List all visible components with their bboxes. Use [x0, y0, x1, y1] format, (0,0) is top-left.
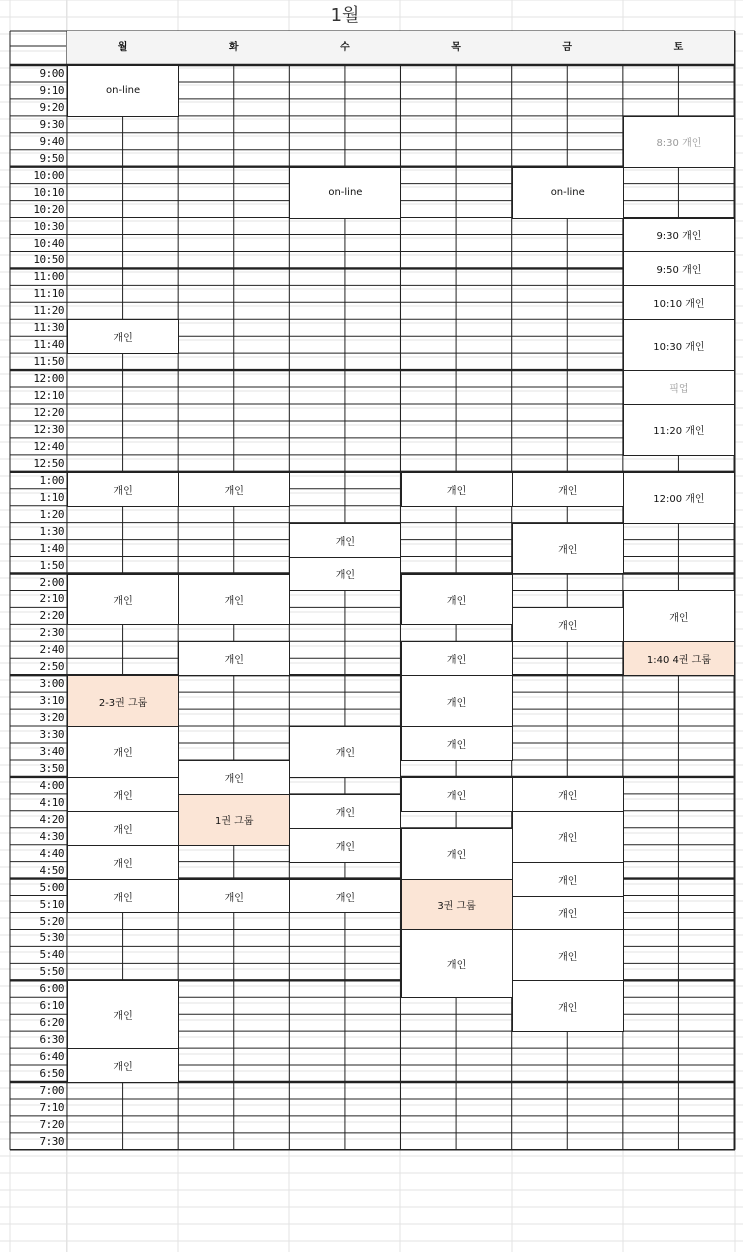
appointment-label: 개인	[335, 841, 356, 853]
time-label: 11:40	[33, 338, 64, 352]
appointment-label: 9:50 개인	[656, 265, 702, 277]
day-header: 화	[228, 42, 239, 53]
appointment-label: 8:30 개인	[656, 138, 702, 150]
time-label: 3:20	[39, 711, 64, 725]
time-label: 5:40	[39, 948, 64, 962]
time-label: 7:20	[39, 1117, 64, 1131]
appointment-cell[interactable]	[67, 879, 179, 914]
appointment-label: 10:30 개인	[653, 341, 705, 353]
time-label: 2:10	[39, 592, 64, 606]
time-label: 10:10	[33, 185, 64, 199]
time-label: 2:20	[39, 609, 64, 623]
time-label: 12:50	[33, 456, 64, 470]
appointment-label: 12:00 개인	[653, 494, 705, 506]
time-label: 10:40	[33, 236, 64, 250]
appointment-cell[interactable]	[67, 980, 179, 1049]
time-label: 6:50	[39, 1067, 64, 1081]
appointment-label: 개인	[224, 773, 244, 785]
appointment-label: 개인	[335, 570, 356, 582]
appointment-label: 개인	[113, 485, 133, 497]
time-label: 12:40	[33, 439, 64, 453]
time-label: 6:00	[39, 982, 64, 996]
appointment-label: 1:40 4권 그룹	[646, 655, 711, 667]
appointment-label: 개인	[558, 485, 578, 497]
time-label: 9:10	[39, 83, 64, 97]
time-label: 12:30	[33, 422, 64, 436]
appointment-label: 개인	[224, 655, 244, 667]
time-label: 5:10	[39, 897, 64, 911]
time-label: 4:10	[39, 795, 64, 809]
time-label: 1:40	[39, 541, 64, 555]
time-label: 2:30	[39, 626, 64, 640]
appointment-label: 개인	[446, 697, 467, 709]
appointment-label: 개인	[446, 655, 467, 667]
day-header: 토	[673, 42, 684, 53]
time-label: 4:20	[39, 812, 64, 826]
appointment-cell[interactable]	[512, 472, 624, 507]
appointment-cell[interactable]	[67, 319, 179, 354]
appointment-cell[interactable]	[623, 404, 735, 456]
appointment-cell[interactable]	[178, 641, 290, 676]
appointment-cell[interactable]	[623, 370, 735, 405]
appointment-label: 9:30 개인	[656, 231, 702, 243]
appointment-label: on-line	[106, 85, 141, 97]
time-label: 11:30	[33, 321, 64, 335]
appointment-label: 개인	[113, 1011, 133, 1023]
time-label: 5:30	[39, 931, 64, 945]
time-label: 9:00	[39, 67, 64, 80]
appointment-label: 3권 그룹	[437, 901, 476, 913]
appointment-cell[interactable]	[623, 590, 735, 642]
appointment-label: 개인	[446, 960, 467, 972]
time-label: 2:50	[39, 660, 64, 674]
time-label: 10:20	[33, 202, 64, 216]
appointment-cell[interactable]	[67, 726, 179, 778]
appointment-label: 개인	[335, 748, 356, 760]
time-label: 7:00	[39, 1084, 64, 1097]
appointment-cell[interactable]	[178, 760, 290, 795]
time-label: 10:30	[33, 219, 64, 233]
appointment-label: 개인	[113, 892, 133, 904]
time-label: 11:00	[33, 270, 64, 284]
appointment-label: 개인	[558, 1002, 578, 1014]
appointment-cell[interactable]	[401, 828, 513, 880]
appointment-cell[interactable]	[401, 726, 513, 761]
appointment-label: 개인	[558, 790, 578, 802]
appointment-cell[interactable]	[512, 167, 624, 219]
appointment-label: 개인	[113, 1062, 133, 1074]
appointment-cell[interactable]	[401, 777, 513, 812]
appointment-cell[interactable]	[289, 794, 401, 829]
time-label: 7:10	[39, 1100, 64, 1114]
time-label: 5:20	[39, 914, 64, 928]
time-label: 9:20	[39, 100, 64, 114]
time-label: 6:40	[39, 1050, 64, 1064]
appointment-cell[interactable]	[289, 523, 401, 558]
time-label: 12:20	[33, 406, 64, 419]
time-label: 9:50	[39, 151, 64, 165]
appointment-cell[interactable]	[512, 607, 624, 642]
appointment-cell[interactable]	[67, 574, 179, 626]
time-label: 11:10	[33, 287, 64, 301]
time-label: 12:10	[33, 389, 64, 403]
appointment-cell[interactable]	[289, 828, 401, 863]
time-label: 11:20	[33, 304, 64, 318]
appointment-label: 개인	[558, 545, 578, 557]
appointment-label: 개인	[335, 536, 356, 548]
appointment-label: 개인	[113, 824, 133, 836]
time-label: 1:50	[39, 558, 64, 572]
month-title: 1월	[330, 5, 360, 26]
time-label: 6:30	[39, 1033, 64, 1047]
appointment-cell[interactable]	[289, 167, 401, 219]
appointment-cell[interactable]	[512, 523, 624, 575]
time-label: 3:10	[39, 694, 64, 708]
appointment-label: 개인	[224, 595, 244, 607]
time-label: 2:40	[39, 643, 64, 657]
time-label: 4:00	[39, 778, 64, 792]
appointment-cell[interactable]	[512, 896, 624, 931]
appointment-cell[interactable]	[67, 811, 179, 846]
time-label: 6:20	[39, 1016, 64, 1030]
day-header: 월	[117, 42, 128, 53]
appointment-cell[interactable]	[401, 929, 513, 998]
appointment-cell[interactable]	[623, 251, 735, 286]
appointment-cell[interactable]	[178, 574, 290, 626]
appointment-cell[interactable]	[623, 218, 735, 253]
appointment-cell[interactable]	[512, 862, 624, 897]
time-label: 1:10	[39, 490, 64, 504]
appointment-cell[interactable]	[623, 472, 735, 524]
time-label: 12:00	[33, 372, 64, 386]
time-label: 10:00	[33, 168, 64, 182]
appointment-label: 10:10 개인	[653, 299, 705, 311]
time-label: 9:30	[39, 117, 64, 131]
appointment-cell[interactable]	[623, 319, 735, 371]
appointment-cell[interactable]	[289, 557, 401, 592]
appointment-cell[interactable]	[289, 879, 401, 914]
time-label: 6:10	[39, 999, 64, 1013]
time-label: 1:30	[39, 524, 64, 538]
group-lesson-cell[interactable]	[67, 675, 179, 727]
appointment-label: 개인	[335, 807, 356, 819]
appointment-cell[interactable]	[67, 65, 179, 117]
time-label: 3:30	[39, 728, 64, 742]
group-lesson-cell[interactable]	[178, 794, 290, 846]
time-label: 7:30	[39, 1134, 64, 1148]
time-label: 5:00	[39, 880, 64, 894]
appointment-label: 개인	[446, 850, 467, 862]
appointment-label: 개인	[113, 858, 133, 870]
group-lesson-cell[interactable]	[401, 879, 513, 931]
appointment-cell[interactable]	[512, 811, 624, 863]
appointment-cell[interactable]	[401, 574, 513, 626]
day-header: 금	[562, 42, 573, 53]
appointment-label: 개인	[558, 833, 578, 845]
time-label: 4:40	[39, 846, 64, 860]
appointment-label: 개인	[558, 621, 578, 633]
appointment-label: on-line	[550, 187, 585, 199]
appointment-label: 개인	[558, 875, 578, 887]
time-label: 1:00	[39, 473, 64, 487]
time-label: 10:50	[33, 253, 64, 267]
appointment-label: 개인	[446, 739, 467, 751]
appointment-label: 개인	[335, 892, 356, 904]
appointment-cell[interactable]	[178, 879, 290, 914]
appointment-cell[interactable]	[67, 1048, 179, 1083]
time-label: 9:40	[39, 134, 64, 148]
appointment-cell[interactable]	[67, 472, 179, 507]
appointment-label: 개인	[113, 595, 133, 607]
appointment-label: 개인	[224, 892, 244, 904]
appointment-label: 개인	[113, 748, 133, 760]
appointment-cell[interactable]	[289, 726, 401, 778]
time-label: 5:50	[39, 965, 64, 979]
day-header: 목	[451, 42, 461, 53]
appointment-cell[interactable]	[401, 641, 513, 676]
appointment-label: 개인	[113, 333, 133, 345]
appointment-cell[interactable]	[67, 777, 179, 812]
time-label: 4:30	[39, 829, 64, 843]
appointment-label: 개인	[446, 790, 467, 802]
appointment-label: 2-3권 그룹	[98, 697, 148, 709]
time-label: 11:50	[33, 355, 64, 369]
appointment-label: 11:20 개인	[653, 426, 705, 438]
group-lesson-cell[interactable]	[623, 641, 735, 676]
appointment-cell[interactable]	[623, 116, 735, 168]
appointment-label: 픽업	[669, 384, 689, 396]
appointment-label: 개인	[224, 485, 244, 497]
time-label: 2:00	[39, 575, 64, 589]
time-label: 1:20	[39, 507, 64, 521]
appointment-cell[interactable]	[512, 980, 624, 1032]
time-label: 3:50	[39, 761, 64, 775]
appointment-cell[interactable]	[623, 285, 735, 320]
appointment-cell[interactable]	[401, 472, 513, 507]
appointment-label: 개인	[446, 595, 467, 607]
appointment-cell[interactable]	[67, 845, 179, 880]
appointment-label: 개인	[558, 951, 578, 963]
appointment-cell[interactable]	[401, 675, 513, 727]
appointment-label: 개인	[558, 909, 578, 921]
appointment-cell[interactable]	[512, 777, 624, 812]
appointment-label: 1권 그룹	[214, 816, 254, 828]
appointment-label: 개인	[113, 790, 133, 802]
day-header: 수	[340, 42, 350, 53]
time-label: 3:40	[39, 745, 64, 758]
appointment-label: 개인	[446, 485, 467, 497]
appointment-label: on-line	[328, 187, 363, 199]
appointment-cell[interactable]	[178, 472, 290, 507]
time-label: 3:00	[39, 677, 64, 691]
appointment-label: 개인	[669, 612, 689, 624]
appointment-cell[interactable]	[512, 929, 624, 981]
time-label: 4:50	[39, 863, 64, 877]
